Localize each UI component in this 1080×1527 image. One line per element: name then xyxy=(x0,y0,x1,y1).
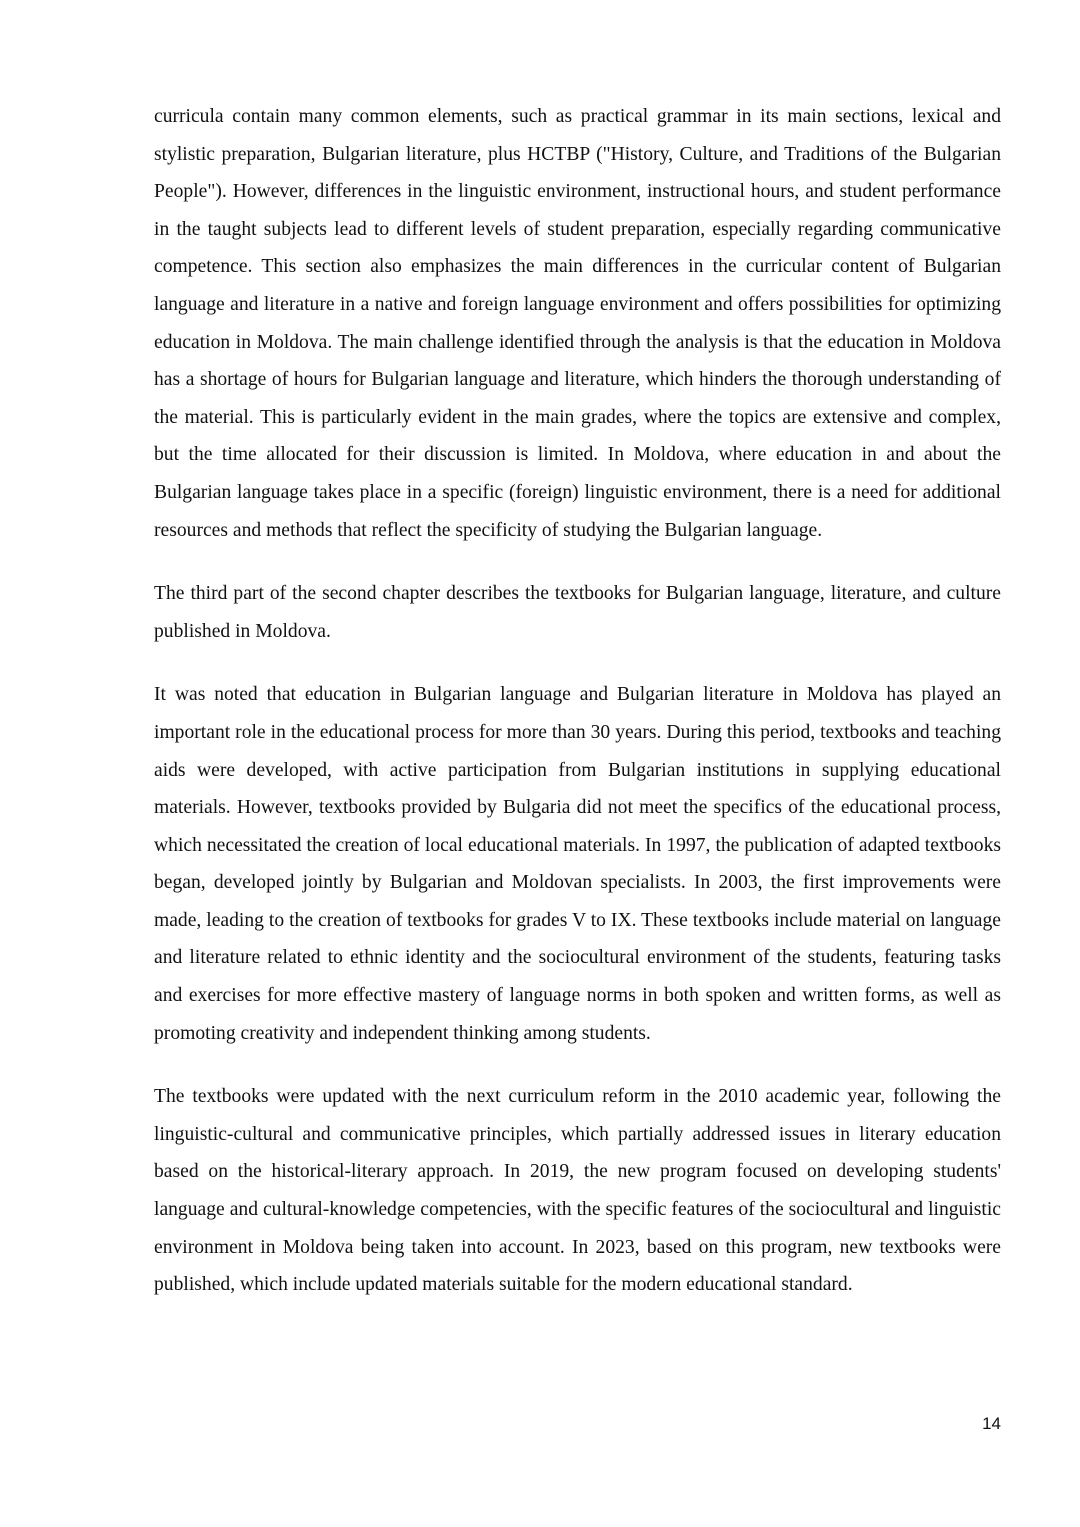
paragraph-third-part-intro: The third part of the second chapter describes the textbooks for Bulgarian language, literature, and culture published in Moldova. xyxy=(154,583,1001,642)
page-number: 14 xyxy=(982,1414,1001,1433)
paragraph-curricula-comparison: curricula contain many common elements, such as practical grammar in its main sections, lexical and stylistic preparation, Bulgarian literature, plus HCTBP ("History, Culture, and Traditions of the Bulgarian People"). However, differences in the linguistic environment, instructional hours, and student performance in the taught subjects lead to different levels of student preparation, especially regarding communicative competence. This section also emphasizes the main differences in the curricular content of Bulgarian language and literature in a native and foreign language environment and offers possibilities for optimizing education in Moldova. The main challenge identified through the analysis is that the education in Moldova has a shortage of hours for Bulgarian language and literature, which hinders the thorough understanding of the material. This is particularly evident in the main grades, where the topics are extensive and complex, but the time allocated for their discussion is limited. In Moldova, where education in and about the Bulgarian language takes place in a specific (foreign) linguistic environment, there is a need for additional resources and methods that reflect the specificity of studying the Bulgarian language. xyxy=(154,106,1001,541)
body-text xyxy=(154,98,1001,1304)
paragraph-textbook-updates: The textbooks were updated with the next curriculum reform in the 2010 academic year, following the linguistic-cultural and communicative principles, which partially addressed issues in literary education based on the historical-literary approach. In 2019, the new program focused on developing students' language and cultural-knowledge competencies, with the specific features of the sociocultural and linguistic environment in Moldova being taken into account. In 2023, based on this program, new textbooks were published, which include updated materials suitable for the modern educational standard. xyxy=(154,1086,1001,1296)
paragraph-textbook-history: It was noted that education in Bulgarian language and Bulgarian literature in Moldova has played an important role in the educational process for more than 30 years. During this period, textbooks and teaching aids were developed, with active participation from Bulgarian institutions in supplying educational materials. However, textbooks provided by Bulgaria did not meet the specifics of the educational process, which necessitated the creation of local educational materials. In 1997, the publication of adapted textbooks began, developed jointly by Bulgarian and Moldovan specialists. In 2003, the first improvements were made, leading to the creation of textbooks for grades V to IX. These textbooks include material on language and literature related to ethnic identity and the sociocultural environment of the students, featuring tasks and exercises for more effective mastery of language norms in both spoken and written forms, as well as promoting creativity and independent thinking among students. xyxy=(154,684,1001,1044)
